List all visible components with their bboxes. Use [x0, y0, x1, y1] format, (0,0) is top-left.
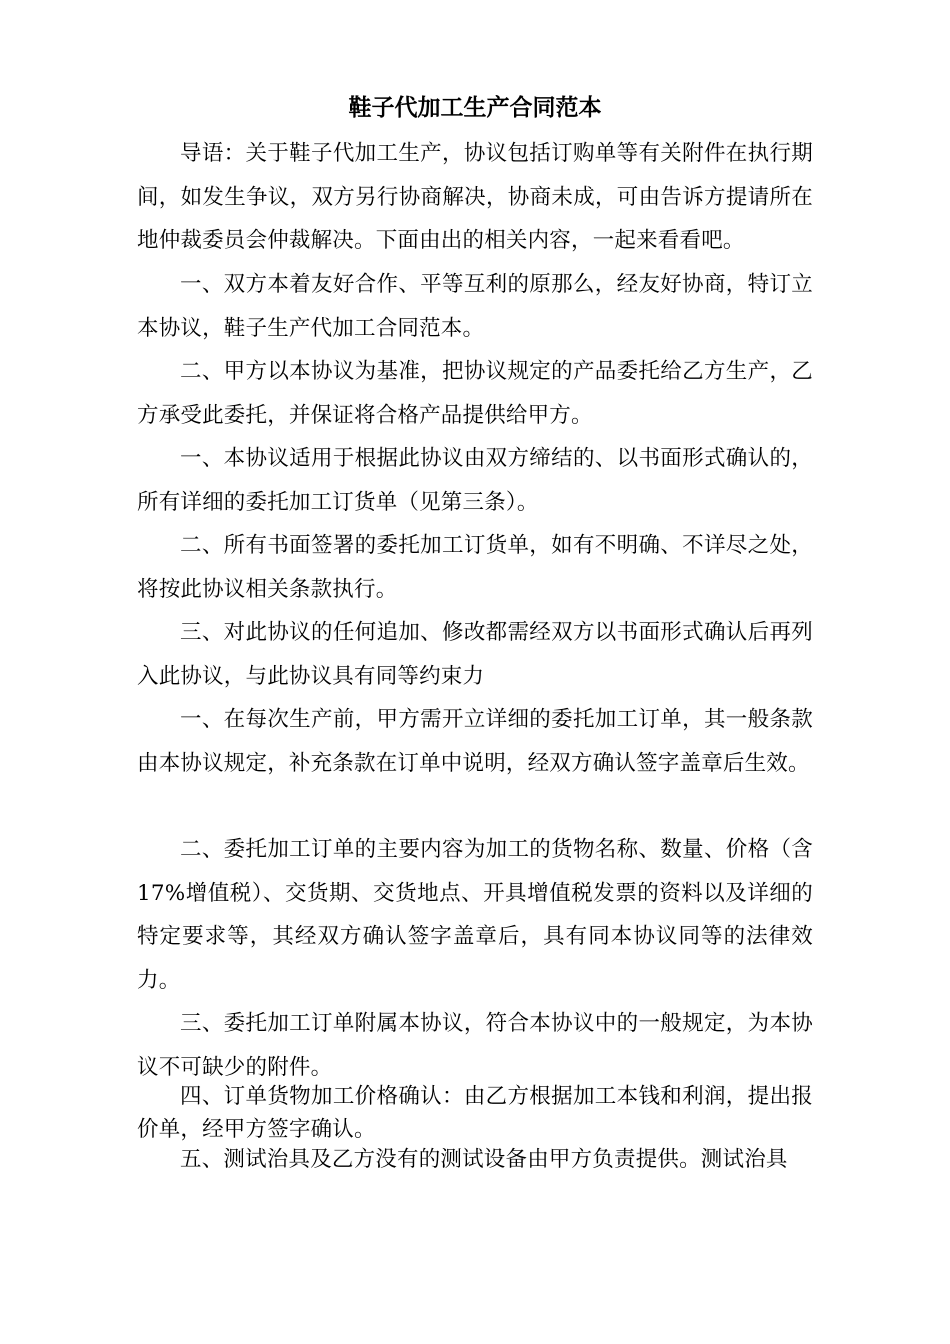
paragraph: 一、在每次生产前，甲方需开立详细的委托加工订单，其一般条款由本协议规定，补充条款在订单中说明，经双方确认签字盖章后生效。: [137, 707, 813, 776]
paragraph: 二、所有书面签署的委托加工订货单，如有不明确、不详尽之处，将按此协议相关条款执行。: [137, 533, 813, 602]
paragraph: 三、委托加工订单附属本协议，符合本协议中的一般规定，为本协议不可缺少的附件。: [137, 1011, 813, 1080]
paragraph: 二、甲方以本协议为基准，把协议规定的产品委托给乙方生产，乙方承受此委托，并保证将合格产品提供给甲方。: [137, 359, 813, 428]
paragraph-intro: 导语：关于鞋子代加工生产，协议包括订购单等有关附件在执行期间，如发生争议，双方另行协商解决，协商未成，可由告诉方提请所在地仲裁委员会仲裁解决。下面由出的相关内容，一起来看看吧。: [137, 141, 813, 253]
document-title: 鞋子代加工生产合同范本: [348, 95, 602, 121]
paragraph: 一、双方本着友好合作、平等互利的原那么，经友好协商，特订立本协议，鞋子生产代加工合同范本。: [137, 272, 813, 341]
paragraph: 一、本协议适用于根据此协议由双方缔结的、以书面形式确认的，所有详细的委托加工订货单（见第三条）。: [137, 446, 813, 515]
paragraph: 三、对此协议的任何追加、修改都需经双方以书面形式确认后再列入此协议，与此协议具有同等约束力: [137, 620, 813, 689]
paragraph: 五、测试治具及乙方没有的测试设备由甲方负责提供。测试治具: [180, 1147, 788, 1172]
paragraph: 二、委托加工订单的主要内容为加工的货物名称、数量、价格（含17%增值税）、交货期、交货地点、开具增值税发票的资料以及详细的特定要求等，其经双方确认签字盖章后，具有同本协议同等的法律效力。: [137, 837, 813, 993]
paragraph: 四、订单货物加工价格确认：由乙方根据加工本钱和利润，提出报价单，经甲方签字确认。: [137, 1084, 813, 1142]
